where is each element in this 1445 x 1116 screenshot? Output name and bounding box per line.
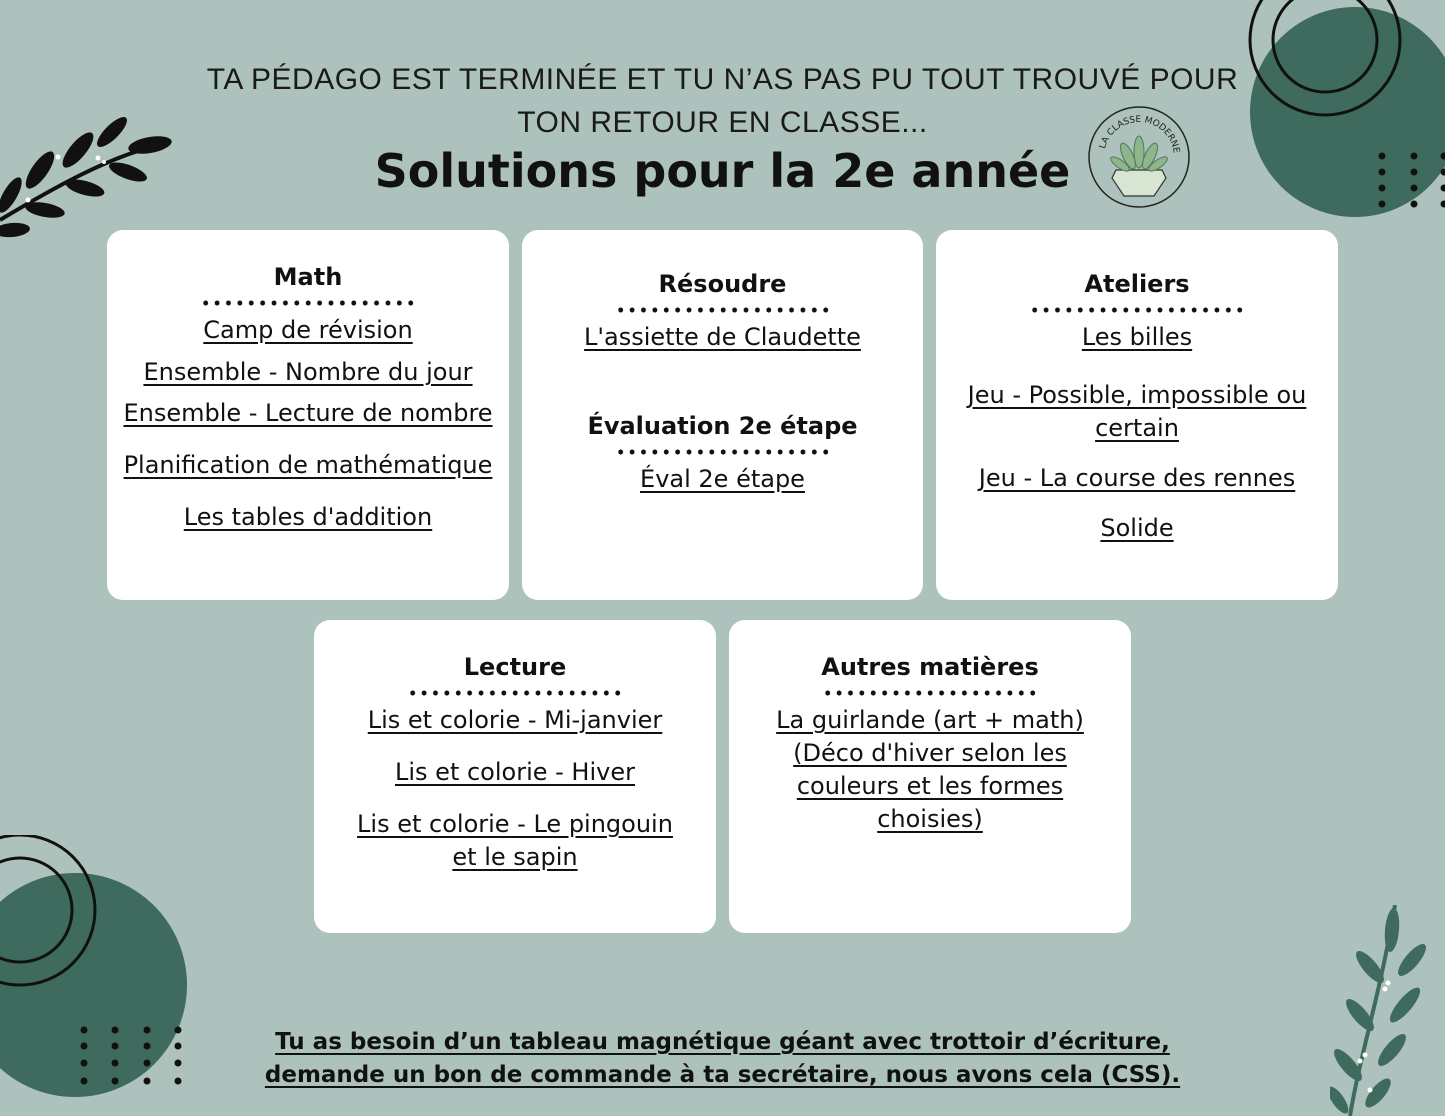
link-planification-math[interactable]: Planification de mathématique	[123, 451, 493, 479]
link-tables-addition[interactable]: Les tables d'addition	[183, 503, 433, 531]
footer-line-1: Tu as besoin d’un tableau magnétique géant avec trottoir d’écriture,	[275, 1029, 1170, 1055]
card-resoudre	[522, 230, 923, 600]
dotted-divider	[615, 447, 831, 457]
footer-line-2: demande un bon de commande à ta secrétaire, nous avons cela (CSS).	[264, 1062, 1181, 1088]
page-header	[0, 58, 1445, 198]
card-lecture	[314, 620, 716, 933]
dotted-divider	[822, 688, 1038, 698]
page-title: Solutions pour la 2e année	[374, 144, 1071, 198]
dotted-divider	[200, 298, 416, 308]
brand-logo	[1086, 104, 1192, 210]
card-ateliers	[936, 230, 1338, 600]
link-hiver[interactable]: Lis et colorie - Hiver	[395, 758, 635, 786]
card-heading-lecture: Lecture	[463, 653, 567, 681]
subtitle-line-2: TON RETOUR EN CLASSE...	[517, 106, 928, 139]
link-camp-de-revision[interactable]: Camp de révision	[203, 316, 413, 344]
link-eval-2e-etape[interactable]: Éval 2e étape	[640, 465, 805, 493]
subtitle-line-1: TA PÉDAGO EST TERMINÉE ET TU N’AS PAS PU TOUT TROUVÉ POUR	[206, 63, 1239, 96]
card-autres-matieres	[729, 620, 1131, 933]
logo-text: LA CLASSE MODERNE	[1098, 114, 1181, 154]
link-nombre-du-jour[interactable]: Ensemble - Nombre du jour	[143, 358, 473, 386]
link-mi-janvier[interactable]: Lis et colorie - Mi-janvier	[367, 706, 663, 734]
card-heading-math: Math	[273, 263, 343, 291]
link-lecture-de-nombre[interactable]: Ensemble - Lecture de nombre	[123, 399, 493, 427]
dotted-divider	[615, 305, 831, 315]
card-math	[107, 230, 509, 600]
card-heading-ateliers: Ateliers	[1084, 270, 1190, 298]
link-guirlande[interactable]: La guirlande (art + math) (Déco d'hiver selon les couleurs et les formes choisies)	[776, 706, 1084, 833]
link-possible-impossible-certain[interactable]: Jeu - Possible, impossible ou certain	[967, 381, 1307, 442]
dotted-divider	[407, 688, 623, 698]
link-les-billes[interactable]: Les billes	[1081, 323, 1193, 351]
link-pingouin-sapin[interactable]: Lis et colorie - Le pingouin et le sapin	[357, 810, 673, 871]
card-heading-resoudre: Résoudre	[658, 270, 787, 298]
dotted-divider	[1029, 305, 1245, 315]
card-heading-evaluation: Évaluation 2e étape	[587, 412, 858, 440]
link-solide[interactable]: Solide	[1100, 514, 1174, 542]
footer-note	[0, 1026, 1445, 1092]
card-heading-autres: Autres matières	[821, 653, 1039, 681]
link-assiette-claudette[interactable]: L'assiette de Claudette	[584, 323, 861, 351]
link-course-des-rennes[interactable]: Jeu - La course des rennes	[978, 464, 1296, 492]
